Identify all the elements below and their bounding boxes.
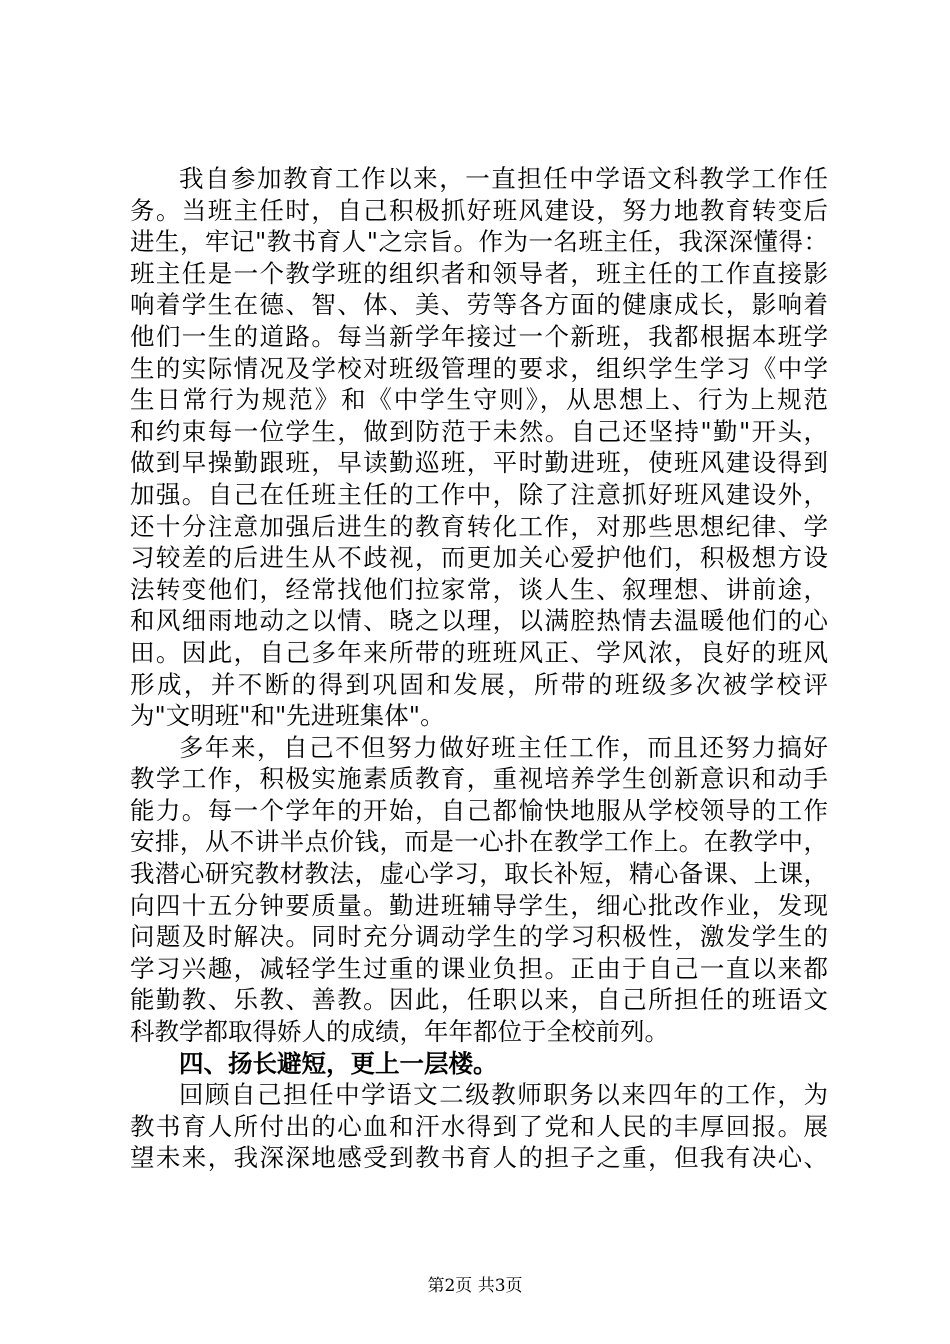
paragraph-3 (130, 1079, 828, 1174)
section-heading: 四、扬长避短，更上一层楼。 (179, 1048, 498, 1078)
text-line: 能勤教、乐教、善教。因此，任职以来，自己所担任的班语文 (130, 985, 828, 1015)
text-line: 我自参加教育工作以来，一直担任中学语文科教学工作任 (179, 164, 828, 193)
text-line: 加强。自己在任班主任的工作中，除了注意抓好班风建设外， (130, 479, 828, 509)
text-line: 响着学生在德、智、体、美、劳等各方面的健康成长，影响着 (130, 290, 828, 320)
text-line: 向四十五分钟要质量。勤进班辅导学生，细心批改作业，发现 (130, 890, 828, 920)
text-line: 多年来，自己不但努力做好班主任工作，而且还努力搞好 (179, 732, 828, 762)
text-line: 习较差的后进生从不歧视，而更加关心爱护他们，积极想方设 (130, 543, 828, 573)
text-line: 生的实际情况及学校对班级管理的要求，组织学生学习《中学 (130, 353, 828, 383)
text-line: 教学工作，积极实施素质教育，重视培养学生创新意识和动手 (130, 764, 828, 794)
text-line: 法转变他们，经常找他们拉家常，谈人生、叙理想、讲前途， (130, 574, 828, 604)
text-line: 学习兴趣，减轻学生过重的课业负担。正由于自己一直以来都 (130, 953, 828, 983)
text-line: 和约束每一位学生，做到防范于未然。自己还坚持"勤"开头， (130, 416, 828, 446)
text-line: 望未来，我深深地感受到教书育人的担子之重，但我有决心、 (130, 1143, 828, 1173)
text-line: 我潜心研究教材教法，虚心学习，取长补短，精心备课、上课， (130, 859, 828, 889)
text-line: 还十分注意加强后进生的教育转化工作，对那些思想纪律、学 (130, 511, 828, 541)
paragraph-2 (130, 732, 828, 1048)
text-line: 教书育人所付出的心血和汗水得到了党和人民的丰厚回报。展 (130, 1111, 828, 1141)
text-line: 问题及时解决。同时充分调动学生的学习积极性，激发学生的 (130, 922, 828, 952)
text-line: 田。因此，自己多年来所带的班班风正、学风浓，良好的班风 (130, 637, 828, 667)
text-line: 班主任是一个教学班的组织者和领导者，班主任的工作直接影 (130, 258, 828, 288)
text-line: 进生，牢记"教书育人"之宗旨。作为一名班主任，我深深懂得： (130, 227, 828, 257)
text-line: 为"文明班"和"先进班集体"。 (130, 701, 445, 731)
text-line: 回顾自己担任中学语文二级教师职务以来四年的工作，为 (179, 1080, 828, 1110)
document-body (130, 163, 828, 1174)
text-line: 他们一生的道路。每当新学年接过一个新班，我都根据本班学 (130, 321, 828, 351)
text-line: 生日常行为规范》和《中学生守则》，从思想上、行为上规范 (130, 385, 828, 415)
paragraph-1 (130, 163, 828, 732)
page-number-footer: 第2页 共3页 (427, 1276, 523, 1296)
text-line: 做到早操勤跟班，早读勤巡班，平时勤进班，使班风建设得到 (130, 448, 828, 478)
text-line: 能力。每一个学年的开始，自己都愉快地服从学校领导的工作 (130, 795, 828, 825)
text-line: 务。当班主任时，自己积极抓好班风建设，努力地教育转变后 (130, 195, 828, 225)
text-line: 科教学都取得娇人的成绩，年年都位于全校前列。 (130, 1017, 669, 1047)
text-line: 安排，从不讲半点价钱，而是一心扑在教学工作上。在教学中， (130, 827, 828, 857)
text-line: 和风细雨地动之以情、晓之以理，以满腔热情去温暖他们的心 (130, 606, 828, 636)
text-line: 形成，并不断的得到巩固和发展，所带的班级多次被学校评 (130, 669, 828, 699)
